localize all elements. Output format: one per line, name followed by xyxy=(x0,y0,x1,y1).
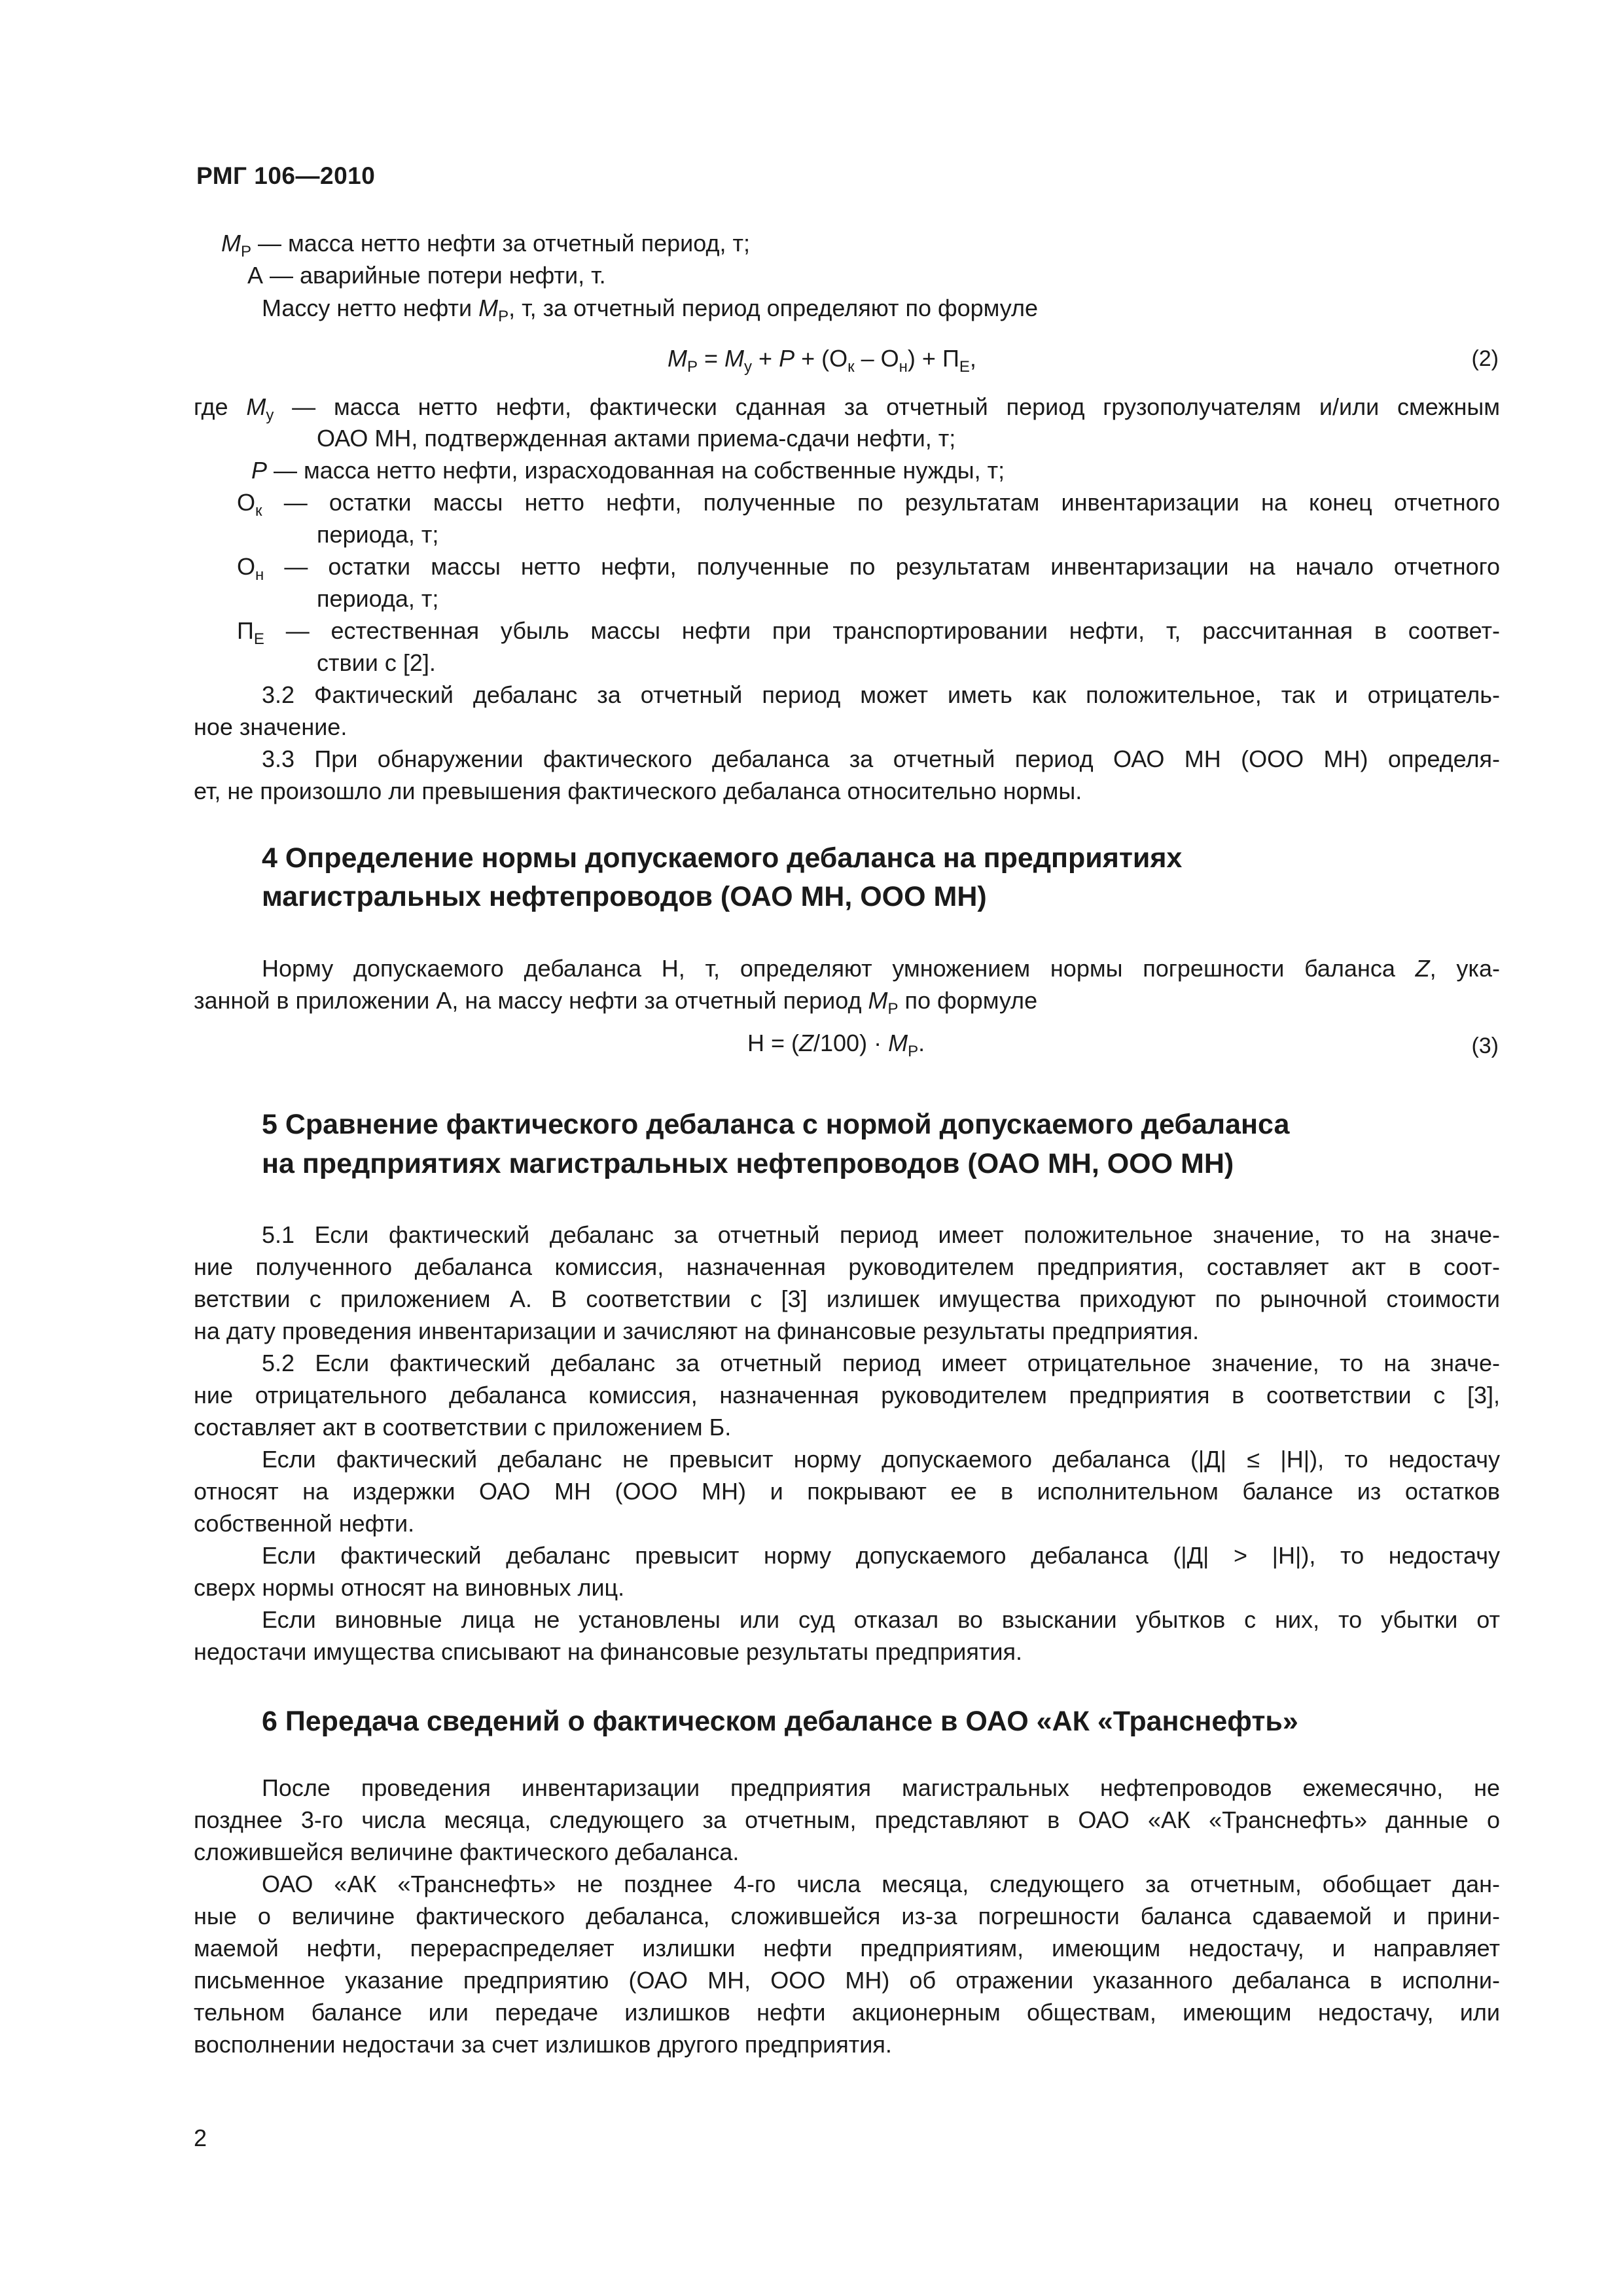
para-5-1-line3: ветствии с приложением А. В соответствии с [3] излишек имущества приходуют по рыночной стоимости xyxy=(194,1285,1500,1312)
para-6-2-line3: маемой нефти, перераспределяет излишки нефти предприятиям, имеющим недостачу, и направляет xyxy=(194,1935,1500,1962)
section-4-title-line1: 4 Определение нормы допускаемого дебаланса на предприятиях xyxy=(262,842,1183,874)
para-6-2-line2: ные о величине фактического дебаланса, сложившейся из-за погрешности баланса сдаваемой и прини- xyxy=(194,1903,1500,1929)
def-mp: $M_P$ — масса нетто нефти за отчетный период, т; xyxy=(221,230,751,260)
para-5-5-line1: Если виновные лица не установлены или суд отказал во взыскании убытков с них, то убытки от xyxy=(262,1606,1500,1633)
section-4-para-line1: Норму допускаемого дебаланса Н, т, определяют умножением нормы погрешности баланса Z, ука- xyxy=(262,955,1500,982)
formula-intro: Массу нетто нефти $M_P$, т, за отчетный период определяют по формуле xyxy=(262,295,1039,325)
def-my-line2: ОАО МН, подтвержденная актами приема-сдачи нефти, т; xyxy=(317,425,956,452)
def-on-line1: $О_н$ — остатки массы нетто нефти, полученные по результатам инвентаризации на начало отчетного xyxy=(237,553,1500,584)
para-6-2-line4: письменное указание предприятию (ОАО МН, ООО МН) об отражении указанного дебаланса в исполни- xyxy=(194,1967,1500,1994)
para-6-2-line1: ОАО «АК «Транснефть» не позднее 4-го числа месяца, следующего за отчетным, обобщает дан- xyxy=(262,1871,1500,1897)
para-5-3-line3: собственной нефти. xyxy=(194,1510,415,1537)
def-p: P — масса нетто нефти, израсходованная на собственные нужды, т; xyxy=(251,457,1005,484)
para-6-1-line3: сложившейся величине фактического дебаланса. xyxy=(194,1839,740,1865)
para-5-5-line2: недостачи имущества списывают на финансовые результаты предприятия. xyxy=(194,1638,1022,1665)
def-pe-line1: $П_E$ — естественная убыль массы нефти при транспортировании нефти, т, рассчитанная в соответ- xyxy=(237,617,1500,648)
equation-number-3: (3) xyxy=(1471,1033,1499,1058)
formula-2: $M_P = M_у + P + (О_к - О_н) + П_E$, xyxy=(668,345,976,376)
para-5-1-line2: ние полученного дебаланса комиссия, назначенная руководителем предприятия, составляет акт в соот- xyxy=(194,1253,1500,1280)
page-number: 2 xyxy=(194,2125,207,2151)
para-3-2-line1: 3.2 Фактический дебаланс за отчетный период может иметь как положительное, так и отрицатель- xyxy=(262,681,1500,708)
para-5-3-line2: относят на издержки ОАО МН (ООО МН) и покрывают ее в исполнительном балансе из остатков xyxy=(194,1478,1500,1505)
para-5-1-line1: 5.1 Если фактический дебаланс за отчетный период имеет положительное значение, то на значе- xyxy=(262,1221,1500,1248)
section-4-para-line2: занной в приложении А, на массу нефти за отчетный период $M_P$ по формуле xyxy=(194,987,1038,1018)
para-6-1-line2: позднее 3-го числа месяца, следующего за отчетным, представляют в ОАО «АК «Транснефть» данные о xyxy=(194,1806,1500,1833)
equation-number-2: (2) xyxy=(1471,346,1499,371)
para-5-2-line1: 5.2 Если фактический дебаланс за отчетный период имеет отрицательное значение, то на значе- xyxy=(262,1350,1500,1376)
document-header: РМГ 106—2010 xyxy=(196,162,376,189)
para-3-3-line2: ет, не произошло ли превышения фактического дебаланса относительно нормы. xyxy=(194,778,1082,804)
para-5-2-line3: составляет акт в соответствии с приложением Б. xyxy=(194,1414,732,1441)
para-3-2-line2: ное значение. xyxy=(194,713,348,740)
para-5-1-line4: на дату проведения инвентаризации и зачисляют на финансовые результаты предприятия. xyxy=(194,1318,1200,1344)
section-6-title: 6 Передача сведений о фактическом дебалансе в ОАО «АК «Транснефть» xyxy=(262,1706,1298,1737)
para-6-1-line1: После проведения инвентаризации предприятия магистральных нефтепроводов ежемесячно, не xyxy=(262,1774,1500,1801)
para-6-2-line5: тельном балансе или передаче излишков нефти акционерным обществам, имеющим недостачу, или xyxy=(194,1999,1500,2026)
def-on-line2: периода, т; xyxy=(317,585,439,612)
def-ok-line1: $О_к$ — остатки массы нетто нефти, полученные по результатам инвентаризации на конец отчетного xyxy=(237,489,1500,520)
def-pe-line2: ствии с [2]. xyxy=(317,649,436,676)
para-3-3-line1: 3.3 При обнаружении фактического дебаланса за отчетный период ОАО МН (ООО МН) определя- xyxy=(262,745,1500,772)
section-4-title-line2: магистральных нефтепроводов (ОАО МН, ООО МН) xyxy=(262,881,987,912)
section-5-title-line2: на предприятиях магистральных нефтепроводов (ОАО МН, ООО МН) xyxy=(262,1148,1234,1179)
def-ok-line2: периода, т; xyxy=(317,521,439,548)
para-5-3-line1: Если фактический дебаланс не превысит норму допускаемого дебаланса (|Д| ≤ |Н|), то недостачу xyxy=(262,1446,1500,1473)
def-my-line1: где $M_у$ — масса нетто нефти, фактически сданная за отчетный период грузополучателям и/или смежным xyxy=(194,393,1500,424)
formula-3: $Н = (Z/100) \cdot M_P$. xyxy=(747,1030,925,1060)
def-a: А — аварийные потери нефти, т. xyxy=(247,262,606,289)
para-5-4-line1: Если фактический дебаланс превысит норму допускаемого дебаланса (|Д| > |Н|), то недостачу xyxy=(262,1542,1500,1569)
para-5-4-line2: сверх нормы относят на виновных лиц. xyxy=(194,1574,625,1601)
para-6-2-line6: восполнении недостачи за счет излишков другого предприятия. xyxy=(194,2031,892,2058)
section-5-title-line1: 5 Сравнение фактического дебаланса с нормой допускаемого дебаланса xyxy=(262,1109,1290,1140)
para-5-2-line2: ние отрицательного дебаланса комиссия, назначенная руководителем предприятия в соответствии с [3], xyxy=(194,1382,1500,1408)
